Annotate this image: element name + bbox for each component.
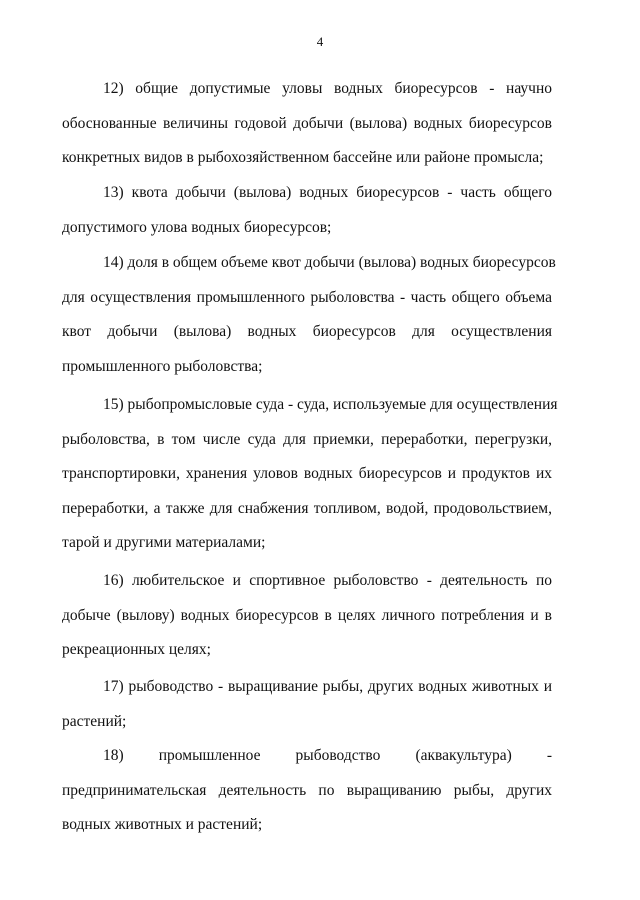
paragraph-15-line-3: транспортировки, хранения уловов водных биоресурсов и продуктов их [62,465,552,483]
paragraph-16-line-3: рекреационных целях; [62,641,211,659]
paragraph-14-line-4: промышленного рыболовства; [62,357,263,375]
paragraph-18-line-2: предпринимательская деятельность по выращиванию рыбы, других [62,781,552,799]
paragraph-18-line-3: водных животных и растений; [62,816,263,834]
paragraph-14 [62,246,556,384]
paragraph-14-line-1: 14) доля в общем объеме квот добычи (вылова) водных биоресурсов [103,254,556,271]
paragraph-13-line-2: допустимого улова водных биоресурсов; [62,218,332,236]
paragraph-14-line-3: квот добычи (вылова) водных биоресурсов для осуществления [62,323,552,341]
paragraph-15-line-5: тарой и другими материалами; [62,534,266,552]
paragraph-18 [62,739,552,843]
paragraph-16 [62,564,552,668]
paragraph-15 [62,388,558,561]
paragraph-16-line-2: добыче (вылову) водных биоресурсов в целях личного потребления и в [62,606,552,624]
paragraph-18-line-1: 18) промышленное рыбоводство (аквакультура) - [103,747,552,764]
paragraph-12-line-1: 12) общие допустимые уловы водных биоресурсов - научно [103,80,552,97]
paragraph-15-line-2: рыболовства, в том числе суда для приемки, переработки, перегрузки, [62,430,552,448]
paragraph-14-line-2: для осуществления промышленного рыболовства - часть общего объема [62,288,552,306]
paragraph-13-line-1: 13) квота добычи (вылова) водных биоресурсов - часть общего [103,184,552,201]
paragraph-12-line-2: обоснованные величины годовой добычи (вылова) водных биоресурсов [62,114,552,132]
paragraph-12 [62,72,552,176]
paragraph-17 [62,670,552,739]
paragraph-17-line-1: 17) рыбоводство - выращивание рыбы, других водных животных и [103,678,552,695]
paragraph-15-line-1: 15) рыбопромысловые суда - суда, используемые для осуществления [103,396,558,413]
page-number: 4 [316,34,324,49]
paragraph-13 [62,176,552,245]
paragraph-12-line-3: конкретных видов в рыбохозяйственном бассейне или районе промысла; [62,149,544,167]
paragraph-15-line-4: переработки, а также для снабжения топливом, водой, продовольствием, [62,499,552,517]
paragraph-16-line-1: 16) любительское и спортивное рыболовство - деятельность по [103,572,552,589]
paragraph-17-line-2: растений; [62,712,127,730]
